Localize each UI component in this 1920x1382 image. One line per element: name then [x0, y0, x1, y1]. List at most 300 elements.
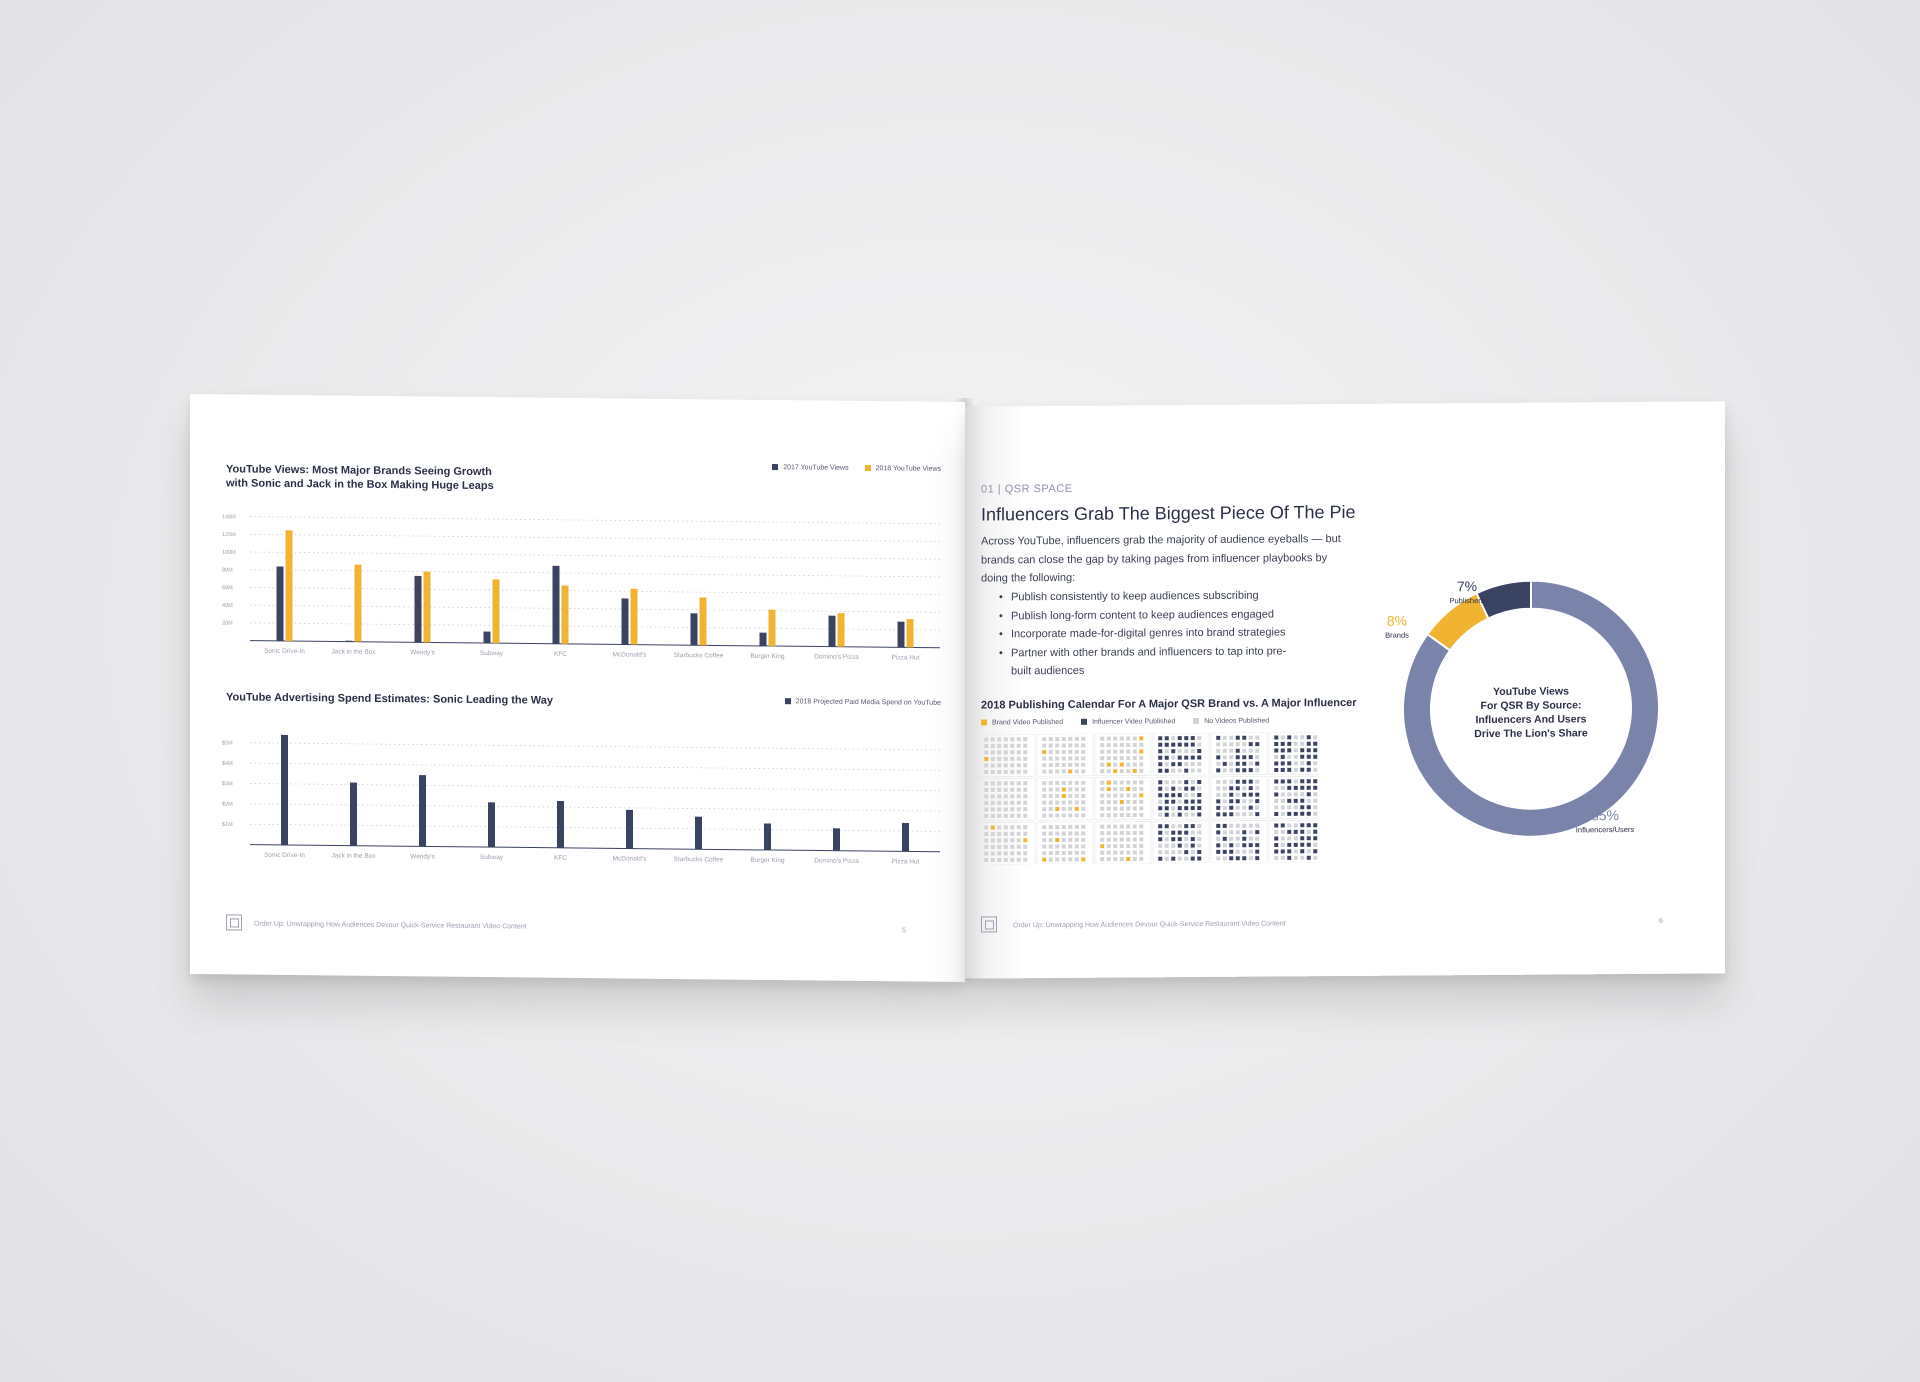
calendar-day [1055, 787, 1059, 791]
calendar-day [1287, 735, 1291, 739]
calendar-day [1191, 857, 1195, 861]
calendar-day [1300, 786, 1304, 790]
calendar-day [1236, 793, 1240, 797]
calendar-day [1184, 806, 1188, 810]
calendar-day [984, 770, 988, 774]
donut-slice-publishers [1477, 581, 1531, 619]
calendar-day [1294, 786, 1298, 790]
calendar-day [1197, 824, 1201, 828]
calendar-day [1107, 838, 1111, 842]
calendar-day [1197, 837, 1201, 841]
calendar-day [1055, 825, 1059, 829]
calendar-day [1307, 755, 1311, 759]
calendar-day [1165, 756, 1169, 760]
calendar-day [1010, 858, 1014, 862]
calendar-day [1236, 856, 1240, 860]
calendar-day [1178, 756, 1182, 760]
calendar-day [1229, 799, 1233, 803]
calendar-day [1229, 837, 1233, 841]
gridline [250, 605, 940, 612]
calendar-day [1139, 756, 1143, 760]
calendar-day [1229, 762, 1233, 766]
calendar-day [1068, 857, 1072, 861]
calendar-day [1113, 769, 1117, 773]
calendar-day [1113, 800, 1117, 804]
calendar-day [1004, 794, 1008, 798]
calendar-day [1281, 735, 1285, 739]
calendar-day [1184, 793, 1188, 797]
calendar-day [1178, 780, 1182, 784]
calendar-day [1249, 843, 1253, 847]
calendar-day [1075, 743, 1079, 747]
calendar-day [1281, 748, 1285, 752]
calendar-day [1313, 799, 1317, 803]
calendar-day [1255, 837, 1259, 841]
calendar-day [1274, 812, 1278, 816]
calendar-day [1274, 799, 1278, 803]
calendar-day [1249, 780, 1253, 784]
x-tick-label: McDonald's [612, 651, 647, 659]
legend-2017 [772, 464, 848, 472]
calendar-day [1236, 806, 1240, 810]
calendar-day [1068, 756, 1072, 760]
bar-a [350, 782, 357, 845]
donut-category-label: Publishers [1449, 596, 1485, 606]
calendar-day [1197, 800, 1201, 804]
calendar-day [1023, 858, 1027, 862]
calendar-day [1313, 786, 1317, 790]
calendar-day [997, 814, 1001, 818]
calendar-day [1229, 793, 1233, 797]
calendar-day [984, 788, 988, 792]
calendar-day [1242, 843, 1246, 847]
calendar-day [1197, 749, 1201, 753]
legend-2018-swatch [865, 465, 871, 471]
calendar-day [1223, 856, 1227, 860]
calendar-day [1191, 806, 1195, 810]
calendar-day [1042, 763, 1046, 767]
calendar-day [1010, 737, 1014, 741]
calendar-day [1255, 749, 1259, 753]
calendar-day [1249, 830, 1253, 834]
calendar-day [1223, 749, 1227, 753]
calendar-day [1107, 825, 1111, 829]
calendar-day [1010, 750, 1014, 754]
calendar-day [1081, 838, 1085, 842]
calendar-day [997, 858, 1001, 862]
bar-a [833, 828, 840, 850]
bar-b [355, 565, 362, 642]
calendar-day [1010, 744, 1014, 748]
calendar-day [1249, 749, 1253, 753]
calendar-day [1216, 768, 1220, 772]
calendar-day [1274, 742, 1278, 746]
calendar-day [1120, 844, 1124, 848]
calendar-day [1165, 837, 1169, 841]
calendar-day [1062, 851, 1066, 855]
calendar-day [1004, 845, 1008, 849]
calendar-day [1300, 779, 1304, 783]
calendar-day [1216, 755, 1220, 759]
calendar-day [1236, 762, 1240, 766]
calendar-day [1281, 812, 1285, 816]
calendar-day [1107, 756, 1111, 760]
calendar-day [1042, 788, 1046, 792]
bar-a [415, 576, 422, 643]
calendar-day [984, 807, 988, 811]
calendar-day [1165, 813, 1169, 817]
calendar-day [1107, 787, 1111, 791]
calendar-day [1107, 813, 1111, 817]
calendar-day [1055, 763, 1059, 767]
calendar-day [1281, 792, 1285, 796]
calendar-day [1081, 857, 1085, 861]
calendar-day [1120, 807, 1124, 811]
page-headline: Influencers Grab The Biggest Piece Of The Pie [981, 501, 1356, 525]
x-tick-label: KFC [554, 854, 567, 862]
calendar-day [1081, 750, 1085, 754]
calendar-day [1158, 762, 1162, 766]
calendar-day [1294, 830, 1298, 834]
calendar-day [1191, 743, 1195, 747]
calendar-day [1307, 856, 1311, 860]
calendar-day [1223, 755, 1227, 759]
bar-a [622, 598, 629, 644]
calendar-day [1274, 755, 1278, 759]
calendar-day [1010, 781, 1014, 785]
calendar-day [1191, 831, 1195, 835]
calendar-day [1274, 830, 1278, 834]
calendar-day [1236, 799, 1240, 803]
calendar-day [1139, 850, 1143, 854]
calendar-day [1139, 806, 1143, 810]
calendar-day [1242, 824, 1246, 828]
calendar-day [1300, 792, 1304, 796]
calendar-day [1023, 807, 1027, 811]
calendar-day [1223, 762, 1227, 766]
calendar-day [1113, 851, 1117, 855]
calendar-day [1294, 755, 1298, 759]
x-tick-label: Pizza Hut [891, 858, 920, 866]
calendar-day [1184, 787, 1188, 791]
calendar-day [1171, 756, 1175, 760]
calendar-day [1004, 744, 1008, 748]
calendar-day [1229, 824, 1233, 828]
calendar-day [1178, 787, 1182, 791]
y-tick-label: $2M [222, 801, 233, 808]
calendar-day [991, 788, 995, 792]
calendar-day [1081, 737, 1085, 741]
calendar-day [1107, 807, 1111, 811]
calendar-day [1133, 831, 1137, 835]
calendar-day [1158, 769, 1162, 773]
calendar-day [1004, 750, 1008, 754]
calendar-day [1229, 786, 1233, 790]
footer-logo-icon [226, 914, 242, 930]
calendar-day [1178, 793, 1182, 797]
calendar-day [1062, 831, 1066, 835]
calendar-day [1010, 838, 1014, 842]
calendar-day [1049, 744, 1053, 748]
calendar-day [1287, 843, 1291, 847]
calendar-day [1178, 857, 1182, 861]
calendar-day [1197, 736, 1201, 740]
calendar-day [1178, 743, 1182, 747]
calendar-day [991, 845, 995, 849]
gridline [250, 534, 940, 541]
calendar-day [1055, 807, 1059, 811]
calendar-day [1313, 849, 1317, 853]
calendar-day [1242, 786, 1246, 790]
bullet-item: • Publish long-form content to keep audiences engaged [999, 605, 1299, 626]
x-tick-label: Pizza Hut [891, 654, 920, 662]
calendar-day [1081, 769, 1085, 773]
calendar-day [991, 851, 995, 855]
calendar-day [1055, 781, 1059, 785]
calendar-day [1236, 742, 1240, 746]
calendar-day [1313, 830, 1317, 834]
calendar-day [1139, 780, 1143, 784]
calendar-day [1274, 761, 1278, 765]
calendar-day [1158, 780, 1162, 784]
calendar-day [1062, 750, 1066, 754]
calendar-day [1004, 770, 1008, 774]
calendar-day [1107, 781, 1111, 785]
calendar-day [1281, 779, 1285, 783]
calendar-day [1075, 838, 1079, 842]
calendar-day [1100, 813, 1104, 817]
calendar-day [1133, 769, 1137, 773]
calendar-day [1055, 737, 1059, 741]
calendar-day [1223, 824, 1227, 828]
bar-a [281, 735, 288, 845]
calendar-day [1294, 768, 1298, 772]
calendar-day [1004, 832, 1008, 836]
calendar-day [1294, 779, 1298, 783]
calendar-day [1255, 856, 1259, 860]
calendar-day [1075, 813, 1079, 817]
x-tick-label: Wendy's [410, 853, 435, 861]
calendar-day [1120, 769, 1124, 773]
calendar-day [1236, 850, 1240, 854]
calendar-day [1287, 742, 1291, 746]
calendar-day [1100, 787, 1104, 791]
calendar-day [1139, 813, 1143, 817]
calendar-day [1139, 824, 1143, 828]
calendar-day [1126, 831, 1130, 835]
calendar-day [1120, 750, 1124, 754]
views-chart-title-line1: YouTube Views: Most Major Brands Seeing Growth [226, 463, 492, 479]
calendar-legend-none [1193, 718, 1269, 726]
calendar-day [997, 838, 1001, 842]
calendar-day [984, 814, 988, 818]
calendar-day [1081, 800, 1085, 804]
calendar-day [1049, 851, 1053, 855]
calendar-day [1075, 857, 1079, 861]
x-tick-label: Burger King [750, 652, 785, 661]
calendar-day [1313, 823, 1317, 827]
calendar-day [1294, 799, 1298, 803]
calendar-day [1133, 844, 1137, 848]
calendar-day [1062, 807, 1066, 811]
calendar-day [1287, 748, 1291, 752]
calendar-day [1249, 768, 1253, 772]
calendar-day [1184, 769, 1188, 773]
calendar-day [1191, 837, 1195, 841]
bar-b [700, 597, 707, 645]
calendar-day [1249, 736, 1253, 740]
calendar-day [997, 807, 1001, 811]
calendar-day [1184, 857, 1188, 861]
calendar-day [1229, 830, 1233, 834]
calendar-day [1100, 743, 1104, 747]
calendar-day [1010, 814, 1014, 818]
calendar-day [1281, 768, 1285, 772]
legend-spend-label: 2018 Projected Paid Media Spend on YouTube [795, 698, 941, 707]
calendar-day [1055, 813, 1059, 817]
calendar-day [1017, 794, 1021, 798]
calendar-day [1100, 750, 1104, 754]
calendar-day [1242, 768, 1246, 772]
calendar-day [997, 757, 1001, 761]
calendar-day [1062, 857, 1066, 861]
bar-a [553, 566, 560, 644]
gridline [250, 587, 940, 594]
calendar-day [1184, 780, 1188, 784]
intro-paragraph: Across YouTube, influencers grab the majority of audience eyeballs — but brands can close the gap by taking pages from influencer playbooks by doing the following: [981, 533, 1341, 585]
calendar-day [1197, 857, 1201, 861]
calendar-day [1307, 748, 1311, 752]
calendar-day [1300, 768, 1304, 772]
calendar-day [1023, 825, 1027, 829]
calendar-day [1216, 837, 1220, 841]
calendar-day [1133, 787, 1137, 791]
calendar-day [1010, 832, 1014, 836]
calendar-day [1113, 794, 1117, 798]
calendar-day [1158, 831, 1162, 835]
calendar-day [1255, 843, 1259, 847]
calendar-legend [981, 718, 1269, 727]
calendar-day [1120, 851, 1124, 855]
calendar-day [1100, 737, 1104, 741]
legend-2018 [865, 465, 941, 473]
calendar-day [1049, 737, 1053, 741]
calendar-day [1287, 799, 1291, 803]
calendar-day [1004, 757, 1008, 761]
calendar-day [1081, 743, 1085, 747]
calendar-day [1300, 830, 1304, 834]
calendar-day [1216, 793, 1220, 797]
calendar-day [1100, 800, 1104, 804]
calendar-day [1197, 762, 1201, 766]
calendar-day [1300, 799, 1304, 803]
calendar-day [1042, 832, 1046, 836]
calendar-day [1249, 806, 1253, 810]
calendar-day [1171, 762, 1175, 766]
calendar-day [1300, 856, 1304, 860]
publishing-calendar-grid [979, 732, 1319, 864]
calendar-day [1229, 768, 1233, 772]
calendar-day [1255, 786, 1259, 790]
donut-center-text: Drive The Lion's Share [1474, 727, 1588, 741]
calendar-day [1236, 830, 1240, 834]
calendar-day [991, 801, 995, 805]
calendar-day [1023, 838, 1027, 842]
calendar-title: 2018 Publishing Calendar For A Major QSR Brand vs. A Major Influencer [981, 696, 1357, 712]
calendar-day [1216, 736, 1220, 740]
calendar-day [1139, 743, 1143, 747]
calendar-day [1062, 756, 1066, 760]
calendar-day [1171, 736, 1175, 740]
calendar-day [997, 851, 1001, 855]
calendar-day [1133, 780, 1137, 784]
x-axis-line [250, 641, 940, 648]
calendar-day [1165, 831, 1169, 835]
calendar-day [1242, 850, 1246, 854]
calendar-day [1178, 762, 1182, 766]
calendar-day [1120, 763, 1124, 767]
calendar-day [1158, 736, 1162, 740]
calendar-day [1049, 757, 1053, 761]
calendar-day [1171, 824, 1175, 828]
calendar-day [997, 845, 1001, 849]
calendar-day [1126, 762, 1130, 766]
calendar-day [1184, 800, 1188, 804]
calendar-day [1126, 857, 1130, 861]
calendar-day [1042, 781, 1046, 785]
calendar-day [1068, 794, 1072, 798]
calendar-day [1165, 749, 1169, 753]
calendar-day [1223, 850, 1227, 854]
calendar-day [1184, 831, 1188, 835]
calendar-day [1281, 786, 1285, 790]
calendar-day [1236, 786, 1240, 790]
calendar-day [1023, 757, 1027, 761]
calendar-day [1126, 749, 1130, 753]
calendar-day [997, 781, 1001, 785]
calendar-day [1017, 763, 1021, 767]
calendar-day [1113, 763, 1117, 767]
x-tick-label: Subway [479, 853, 504, 862]
calendar-day [1049, 750, 1053, 754]
calendar-day [1255, 812, 1259, 816]
calendar-day [1120, 813, 1124, 817]
calendar-day [1068, 781, 1072, 785]
x-tick-label: Jack in the Box [331, 852, 376, 860]
calendar-day [991, 737, 995, 741]
donut-category-label: Brands [1385, 630, 1409, 640]
none-swatch [1193, 718, 1199, 724]
calendar-day [1191, 844, 1195, 848]
calendar-day [991, 858, 995, 862]
calendar-day [1120, 794, 1124, 798]
calendar-day [1120, 787, 1124, 791]
calendar-day [1274, 805, 1278, 809]
calendar-day [1178, 813, 1182, 817]
calendar-day [1229, 812, 1233, 816]
calendar-day [1191, 762, 1195, 766]
gridline [250, 517, 940, 524]
calendar-day [1113, 813, 1117, 817]
calendar-day [1010, 801, 1014, 805]
calendar-day [1171, 787, 1175, 791]
calendar-day [1126, 844, 1130, 848]
calendar-day [1307, 786, 1311, 790]
calendar-day [1223, 768, 1227, 772]
y-tick-label: $4M [222, 760, 233, 767]
spend-bar-chart [190, 714, 965, 892]
calendar-day [1307, 843, 1311, 847]
